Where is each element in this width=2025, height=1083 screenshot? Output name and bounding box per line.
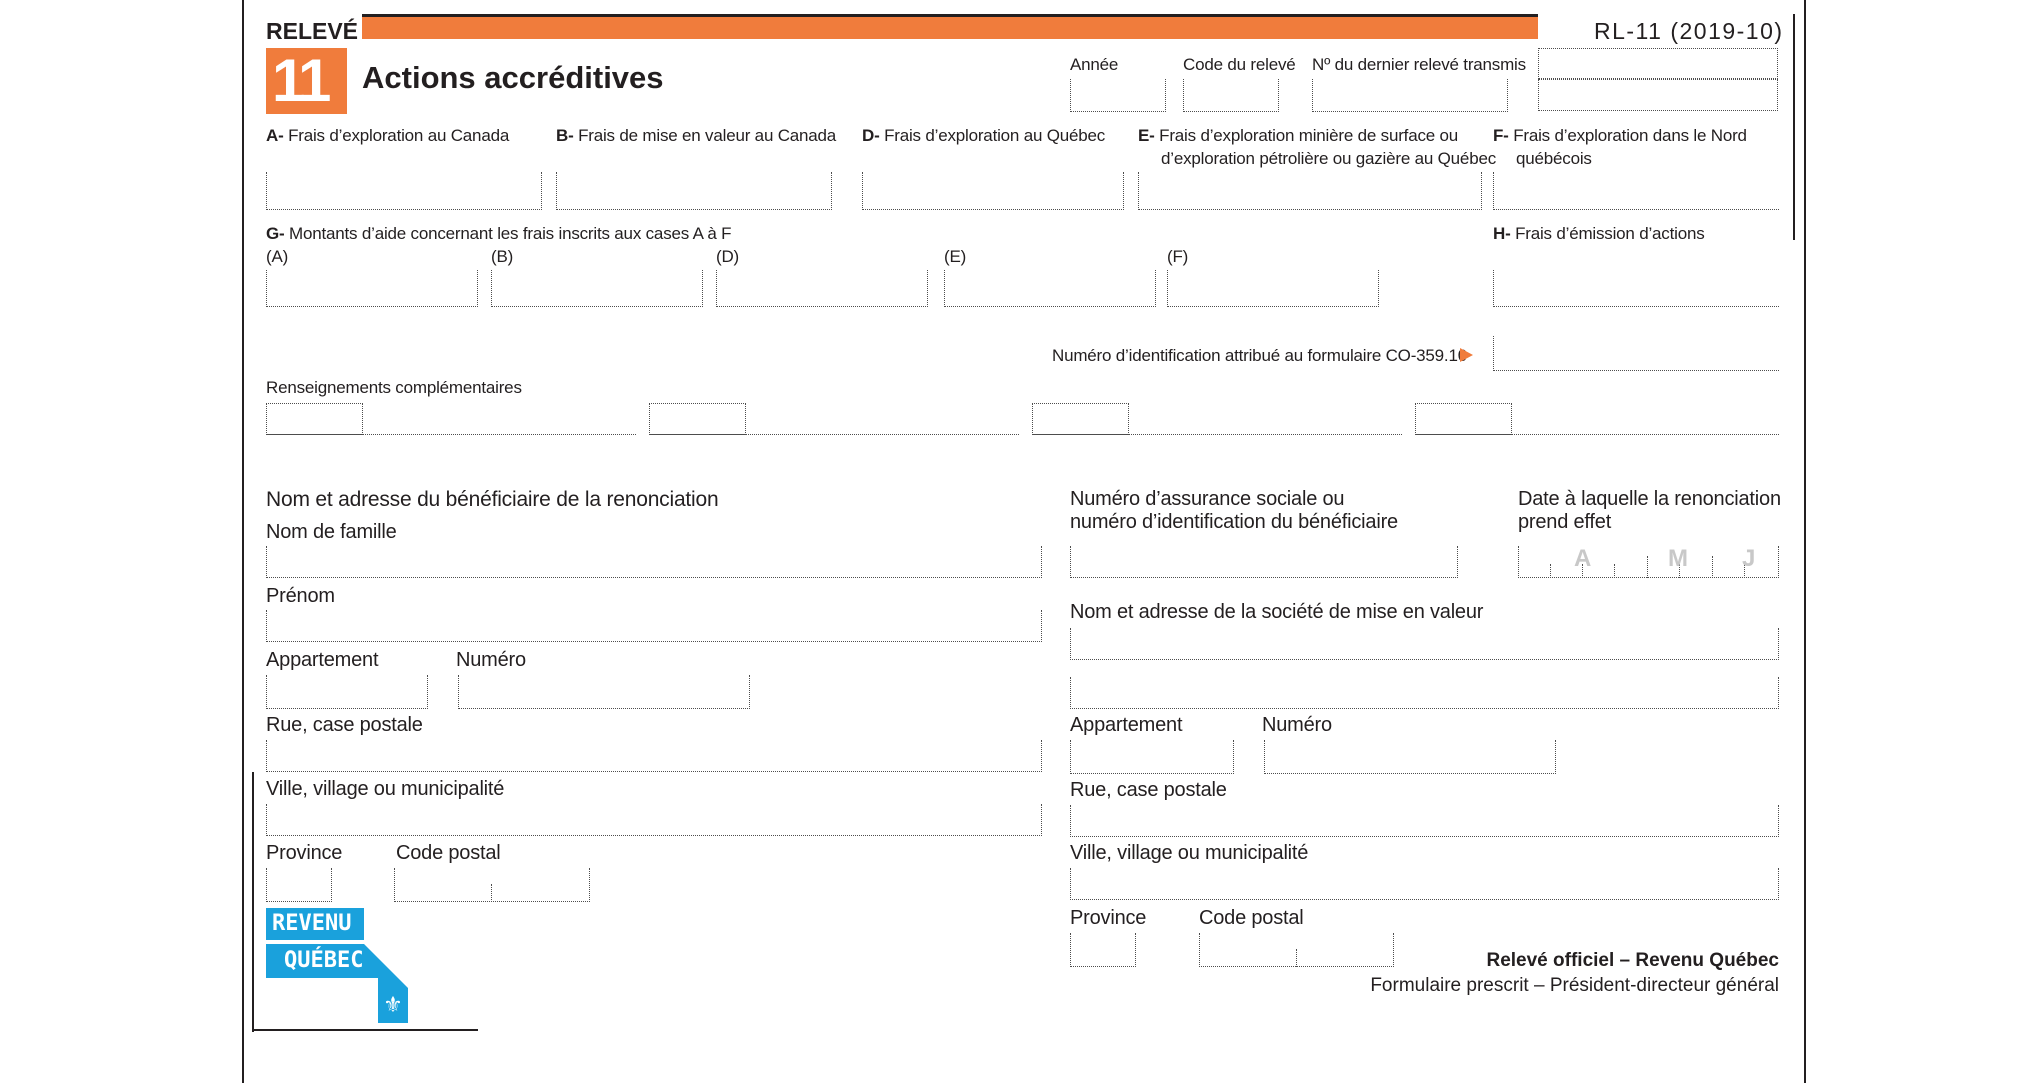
releve-number: 11: [272, 47, 328, 114]
revenu-quebec-logo: [266, 908, 416, 1023]
ville-field[interactable]: [266, 804, 1042, 836]
date-tick-4: [1647, 556, 1648, 578]
box-h-label: H- Frais d’émission d’actions: [1493, 224, 1705, 243]
societe-name-field-2[interactable]: [1070, 677, 1779, 709]
societe-code-postal-separator: [1296, 949, 1297, 967]
page-right-edge: [1804, 0, 1806, 1083]
date-tick-6: [1712, 556, 1713, 578]
box-d-label: D- Frais d’exploration au Québec: [862, 126, 1106, 145]
societe-numero-label: Numéro: [1262, 714, 1332, 736]
date-hint-month: M: [1668, 545, 1688, 572]
prenom-field[interactable]: [266, 610, 1042, 642]
rue-label: Rue, case postale: [266, 714, 423, 736]
box-e-label-line2: d’exploration pétrolière ou gazière au Québec: [1161, 149, 1497, 168]
nom-famille-field[interactable]: [266, 546, 1042, 578]
box-f-label-line2: québécois: [1516, 149, 1592, 168]
box-f-label: F- Frais d’exploration dans le Nord: [1493, 126, 1747, 145]
societe-appartement-field[interactable]: [1070, 740, 1234, 774]
numero-label: Numéro: [456, 649, 526, 671]
arrow-right-icon: [1460, 348, 1473, 362]
societe-ville-label: Ville, village ou municipalité: [1070, 842, 1309, 864]
box-g-label: G- Montants d’aide concernant les frais inscrits aux cases A à F: [266, 224, 732, 243]
date-effet-label-line1: Date à laquelle la renonciation: [1518, 488, 1781, 510]
annee-label: Année: [1070, 55, 1119, 74]
box-a-field[interactable]: [266, 172, 542, 210]
code-releve-field[interactable]: [1183, 79, 1279, 112]
form-code: RL-11 (2019-10): [1594, 18, 1784, 44]
societe-province-label: Province: [1070, 907, 1147, 929]
beneficiary-section-title: Nom et adresse du bénéficiaire de la renonciation: [266, 488, 719, 511]
releve-label: RELEVÉ: [266, 18, 359, 44]
box-g-e-field[interactable]: [944, 270, 1156, 307]
date-hint-day: J: [1742, 545, 1756, 572]
box-g-a-field[interactable]: [266, 270, 478, 307]
societe-rue-label: Rue, case postale: [1070, 779, 1227, 801]
box-g-sub-e: (E): [944, 247, 967, 266]
releve-id-box-2[interactable]: [1538, 79, 1778, 111]
renseignements-code-2[interactable]: [649, 403, 746, 435]
code-releve-label: Code du relevé: [1183, 55, 1296, 74]
date-tick-1: [1550, 564, 1551, 578]
dernier-releve-field[interactable]: [1312, 79, 1508, 112]
releve-id-box-1[interactable]: [1538, 48, 1778, 79]
official-statement: Relevé officiel – Revenu Québec: [1486, 950, 1779, 971]
box-e-label: E- Frais d’exploration minière de surface ou: [1138, 126, 1459, 145]
logo-revenu-text: REVENU: [272, 911, 352, 936]
box-b-field[interactable]: [556, 172, 832, 210]
nas-label-line1: Numéro d’assurance sociale ou: [1070, 488, 1345, 510]
box-g-sub-b: (B): [491, 247, 514, 266]
box-d-field[interactable]: [862, 172, 1124, 210]
rue-field[interactable]: [266, 740, 1042, 772]
box-g-sub-a: (A): [266, 247, 289, 266]
annee-field[interactable]: [1070, 79, 1166, 112]
renseignements-code-4[interactable]: [1415, 403, 1512, 435]
societe-name-field-1[interactable]: [1070, 628, 1779, 660]
svg-text:⚜: ⚜: [383, 993, 403, 1018]
box-h-field[interactable]: [1493, 270, 1779, 307]
province-label: Province: [266, 842, 343, 864]
box-e-field[interactable]: [1138, 172, 1482, 210]
date-tick-3: [1614, 564, 1615, 578]
page-left-edge: [242, 0, 244, 1083]
co359-label: Numéro d’identification attribué au formulaire CO-359.10: [1052, 346, 1467, 365]
box-g-d-field[interactable]: [716, 270, 928, 307]
form-title: Actions accréditives: [362, 60, 664, 95]
renseignements-code-1[interactable]: [266, 403, 363, 435]
date-hint-year: A: [1574, 545, 1592, 572]
appartement-label: Appartement: [266, 649, 379, 671]
co359-field[interactable]: [1493, 336, 1779, 371]
date-effet-field[interactable]: [1518, 546, 1779, 578]
dernier-releve-label: Nº du dernier relevé transmis: [1312, 55, 1526, 74]
box-g-sub-d: (D): [716, 247, 739, 266]
box-g-sub-f: (F): [1167, 247, 1189, 266]
societe-numero-field[interactable]: [1264, 740, 1556, 774]
province-field[interactable]: [266, 868, 332, 902]
box-b-label: B- Frais de mise en valeur au Canada: [556, 126, 837, 145]
corner-mark-left: [252, 772, 254, 1032]
code-postal-separator: [491, 884, 492, 902]
societe-province-field[interactable]: [1070, 933, 1136, 967]
appartement-field[interactable]: [266, 675, 428, 709]
box-f-field[interactable]: [1493, 172, 1779, 210]
nom-famille-label: Nom de famille: [266, 521, 397, 543]
renseignements-label: Renseignements complémentaires: [266, 378, 522, 397]
prescribed-statement: Formulaire prescrit – Président-directeur général: [1370, 975, 1779, 996]
societe-rue-field[interactable]: [1070, 805, 1779, 837]
nas-label-line2: numéro d’identification du bénéficiaire: [1070, 511, 1398, 533]
renseignements-code-3[interactable]: [1032, 403, 1129, 435]
corner-mark-bottom: [252, 1029, 478, 1031]
header-orange-bar: [362, 14, 1538, 39]
societe-title: Nom et adresse de la société de mise en valeur: [1070, 601, 1484, 623]
box-g-f-field[interactable]: [1167, 270, 1379, 307]
societe-ville-field[interactable]: [1070, 868, 1779, 900]
nas-field[interactable]: [1070, 546, 1458, 578]
date-effet-label-line2: prend effet: [1518, 511, 1612, 533]
societe-appartement-label: Appartement: [1070, 714, 1183, 736]
box-a-label: A- Frais d’exploration au Canada: [266, 126, 510, 145]
code-postal-label: Code postal: [396, 842, 501, 864]
box-g-b-field[interactable]: [491, 270, 703, 307]
numero-field[interactable]: [458, 675, 750, 709]
form-right-bar: [1793, 14, 1795, 240]
logo-fleur-de-lis-tab: [266, 908, 416, 1023]
societe-code-postal-label: Code postal: [1199, 907, 1304, 929]
code-postal-field[interactable]: [394, 868, 590, 902]
logo-quebec-text: QUÉBEC: [284, 948, 364, 973]
ville-label: Ville, village ou municipalité: [266, 778, 505, 800]
prenom-label: Prénom: [266, 585, 335, 607]
